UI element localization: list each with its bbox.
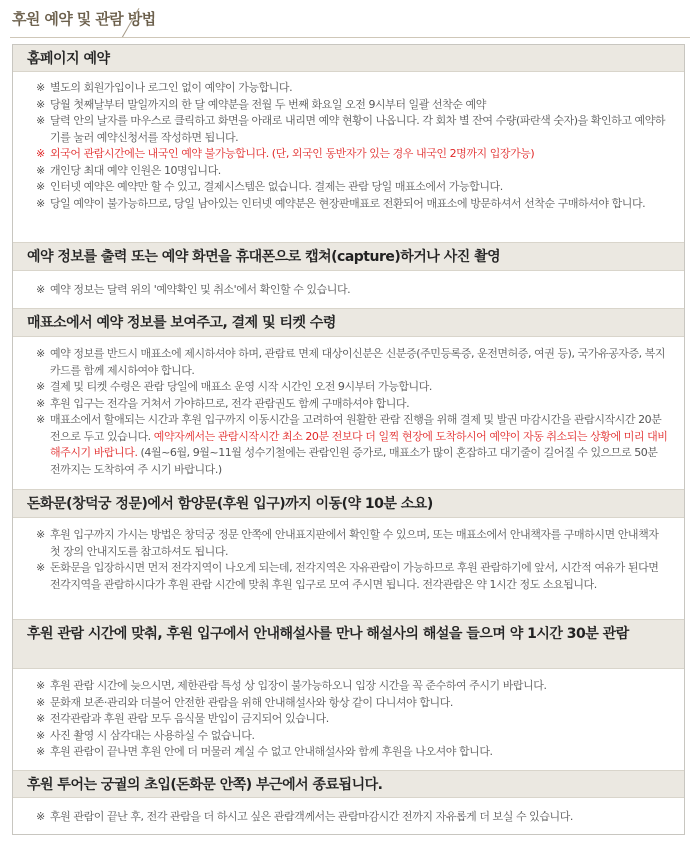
note-item: ※ 후원 입구까지 가시는 방법은 창덕궁 정문 안쪽에 안내표지판에서 확인할 수 있으며, 또는 매표소에서 안내책자를 구매하시면 안내책자 첫 장의 안내지도를 참고하셔도 됩니다.	[36, 528, 659, 558]
note-mark: ※	[36, 163, 45, 177]
note-item: ※ 당일 예약이 불가능하므로, 당일 남아있는 인터넷 예약분은 현장판매표로 전환되어 매표소에 방문하셔서 선착순 구매하셔야 합니다.	[36, 196, 670, 213]
note-mark: ※	[36, 114, 45, 127]
note-item: ※ 예약 정보는 달력 위의 '예약확인 및 취소'에서 확인할 수 있습니다.	[36, 282, 670, 299]
note-item: ※ 개인당 최대 예약 인원은 10명입니다.	[36, 163, 670, 180]
section-heading-guided-tour: 후원 관람 시간에 맞춰, 후원 입구에서 안내해설사를 만나 해설사의 해설을 들으며 약 1시간 30분 관람	[13, 619, 684, 669]
note-item: ※ 별도의 회원가입이나 로그인 없이 예약이 가능합니다.	[36, 80, 670, 97]
section-heading-online-reservation: 홈페이지 예약	[13, 45, 684, 72]
note-item: ※ 예약 정보를 반드시 매표소에 제시하셔야 하며, 관람료 면제 대상이신분은 신분증(주민등록증, 운전면허증, 여권 등), 국가유공자증, 복지카드를 함께 제시하여야 합니다.	[36, 347, 666, 377]
section-notes-tour-end	[36, 809, 670, 826]
note-item: ※ 매표소에서 할애되는 시간과 후원 입구까지 이동시간을 고려하여 원활한 관람 진행을 위해 결제 및 발권 마감시간을 관람시작시간 20분 전으로 두고 있습니다. 예약자께서는 관람시작시간 최소 20분 전보다 더 일찍 현장에 도착하시어 예약이 자동 취소되는 상황에 미리 대비해주시기 바랍니다. (4월~6월, 9월~11월 성수기철에는 관람인원 증가로, 매표소가 많이 혼잡하고 대기줄이 길어질 수 있으므로 50분 전까지는 도착하여 주 시기 바랍니다.)	[36, 413, 668, 476]
note-item: ※ 당월 첫째날부터 말일까지의 한 달 예약분을 전월 두 번째 화요일 오전 9시부터 일괄 선착순 예약	[36, 97, 670, 114]
page-title: 후원 예약 및 관람 방법	[12, 10, 156, 28]
note-mark: ※	[36, 745, 45, 758]
guide-panel	[12, 44, 685, 835]
note-mark: ※	[36, 810, 45, 823]
note-item-warning: ※ 외국어 관람시간에는 내국인 예약 불가능합니다. (단, 외국인 동반자가 있는 경우 내국인 2명까지 입장가능)	[36, 146, 670, 163]
section-heading-print-or-capture: 예약 정보를 출력 또는 예약 화면을 휴대폰으로 캡쳐(capture)하거나 사진 촬영	[13, 242, 684, 271]
section-heading-tour-end: 후원 투어는 궁궐의 초입(돈화문 안쪽) 부근에서 종료됩니다.	[13, 770, 684, 798]
note-mark: ※	[36, 196, 45, 210]
warning-text: 예약자께서는 관람시작시간 최소 20분 전보다 더 일찍 현장에 도착하시어 예약이 자동 취소되는 상황에 미리 대비해주시기 바랍니다.	[50, 429, 668, 459]
title-divider	[10, 37, 690, 38]
note-mark: ※	[36, 97, 45, 111]
note-item: ※ 전각관람과 후원 관람 모두 음식물 반입이 금지되어 있습니다.	[36, 711, 670, 728]
note-mark: ※	[36, 81, 45, 94]
note-mark: ※	[36, 528, 45, 541]
note-mark: ※	[36, 180, 45, 193]
section-notes-print-or-capture	[36, 282, 670, 299]
note-item: ※ 후원 관람이 끝나면 후원 안에 더 머물러 계실 수 없고 안내해설사와 함께 후원을 나오셔야 합니다.	[36, 744, 670, 761]
section-notes-walk-to-entrance	[36, 527, 670, 593]
section-notes-guided-tour	[36, 678, 670, 761]
note-mark: ※	[36, 347, 45, 360]
note-item: ※ 결제 및 티켓 수령은 관람 당일에 매표소 운영 시작 시간인 오전 9시부터 가능합니다.	[36, 379, 670, 396]
section-notes-ticket-office	[36, 346, 670, 478]
note-mark: ※	[36, 283, 45, 296]
note-item: ※ 후원 입구는 전각을 거쳐서 가야하므로, 전각 관람권도 함께 구매하셔야 합니다.	[36, 396, 670, 413]
note-mark: ※	[36, 712, 45, 725]
section-heading-ticket-office: 매표소에서 예약 정보를 보여주고, 결제 및 티켓 수령	[13, 308, 684, 337]
note-mark: ※	[36, 413, 45, 426]
note-item: ※ 후원 관람이 끝난 후, 전각 관람을 더 하시고 싶은 관람객께서는 관람마감시간 전까지 자유롭게 더 보실 수 있습니다.	[36, 809, 670, 826]
note-item: ※ 달력 안의 날자를 마우스로 클릭하고 화면을 아래로 내리면 예약 현황이 나옵니다. 각 회차 별 잔여 수량(파란색 숫자)을 확인하고 예약하기를 눌러 예약신청서를 작성하면 됩니다.	[36, 114, 666, 144]
note-mark: ※	[36, 679, 45, 692]
section-heading-walk-to-entrance: 돈화문(창덕궁 정문)에서 함양문(후원 입구)까지 이동(약 10분 소요)	[13, 489, 684, 518]
note-mark: ※	[36, 728, 45, 742]
note-item: ※ 인터넷 예약은 예약만 할 수 있고, 결제시스템은 없습니다. 결제는 관람 당일 매표소에서 가능합니다.	[36, 179, 670, 196]
note-mark: ※	[36, 561, 45, 574]
note-item: ※ 사진 촬영 시 삼각대는 사용하실 수 없습니다.	[36, 728, 670, 745]
note-mark: ※	[36, 380, 45, 393]
note-mark: ※	[36, 147, 45, 160]
note-mark: ※	[36, 695, 45, 709]
note-mark: ※	[36, 396, 45, 410]
section-notes-online-reservation	[36, 80, 670, 212]
note-item: ※ 돈화문을 입장하시면 먼저 전각지역이 나오게 되는데, 전각지역은 자유관람이 가능하므로 후원 관람하기에 앞서, 시간적 여유가 된다면 전각지역을 관람하시다가 후원 관람 시간에 맞춰 후원 입구로 모여 주시면 됩니다. 전각관람은 약 1시간 정도 소요됩니다.	[36, 561, 659, 591]
note-item: ※ 후원 관람 시간에 늦으시면, 제한관람 특성 상 입장이 불가능하오니 입장 시간을 꼭 준수하여 주시기 바랍니다.	[36, 678, 670, 695]
note-item: ※ 문화재 보존·관리와 더불어 안전한 관람을 위해 안내해설사와 항상 같이 다니셔야 합니다.	[36, 695, 670, 712]
